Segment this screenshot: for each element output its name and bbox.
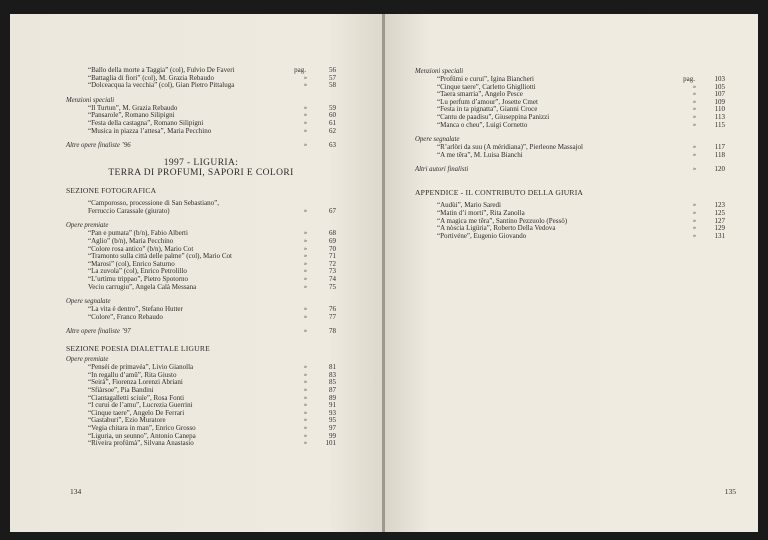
ditto-marker: » bbox=[304, 253, 307, 260]
page-ref: 110 bbox=[714, 105, 725, 114]
entry-title: “Musica in piazza l’attesa”, Maria Pecchino bbox=[88, 126, 212, 135]
ditto-marker: » bbox=[304, 74, 307, 81]
page-ref: 113 bbox=[714, 112, 725, 121]
entry-title: “Sfiàrsoe”, Pia Bandini bbox=[88, 386, 154, 395]
menzioni-label: Menzioni speciali bbox=[66, 96, 115, 104]
entry-title: “Portivéne”, Eugenio Giovando bbox=[437, 231, 527, 240]
toc-entry bbox=[66, 440, 336, 448]
page-ref: 61 bbox=[329, 118, 336, 127]
toc-entry bbox=[66, 128, 336, 136]
entry-title: “Cinque taere”, Carletto Ghiglliotti bbox=[437, 82, 536, 91]
menzioni-label: Menzioni speciali bbox=[415, 68, 464, 75]
ditto-marker: » bbox=[693, 166, 696, 173]
poesia-premiate-list bbox=[66, 364, 336, 448]
ditto-marker: » bbox=[304, 207, 307, 214]
page-ref: 77 bbox=[329, 312, 336, 321]
entry-title: “Colore rosa antico” (b/n), Mario Cot bbox=[88, 244, 194, 253]
entry-title: “Seirà”, Fiorenza Lorenzi Abriani bbox=[88, 378, 183, 387]
section-title-line-1: 1997 - LIGURIA: bbox=[163, 158, 239, 169]
entry-title: “A nòscia Ligüria”, Roberto Della Vedova bbox=[437, 224, 556, 233]
altri-autori-label: Altri autori finalisti bbox=[415, 166, 469, 174]
entry-title: “Pansarole”, Romano Silipigni bbox=[88, 111, 175, 120]
entry-title: “Liguria, un seunno”, Antonio Canepa bbox=[88, 431, 196, 440]
ditto-marker: » bbox=[304, 230, 307, 237]
altre-97-label: Altre opere finaliste ’97 bbox=[66, 328, 131, 336]
page-ref: 105 bbox=[714, 82, 725, 91]
ditto-marker: » bbox=[693, 91, 696, 98]
ditto-marker: » bbox=[304, 425, 307, 432]
ditto-marker: » bbox=[304, 306, 307, 313]
entry-title: “Lu perfum d’amour”, Josette Cmet bbox=[437, 97, 538, 106]
altri-autori-row bbox=[415, 165, 725, 174]
toc-entry bbox=[66, 284, 336, 292]
page-ref: 73 bbox=[329, 267, 336, 276]
page-ref: 63 bbox=[329, 141, 336, 150]
entry-title: “A magica me têra”, Santino Pezzuolo (Pessö) bbox=[437, 216, 568, 225]
appendice-list bbox=[415, 202, 725, 240]
page-ref: 70 bbox=[329, 244, 336, 253]
ditto-marker: pag. bbox=[294, 66, 306, 74]
entry-title: “L’urtimu trippao”, Pietro Spotorno bbox=[88, 274, 189, 283]
ditto-marker: » bbox=[693, 144, 696, 151]
entry-title: “Festa della castagna”, Romano Silipigni bbox=[88, 118, 204, 127]
ditto-marker: » bbox=[693, 98, 696, 105]
page-ref: 76 bbox=[329, 305, 336, 314]
page-ref: 131 bbox=[714, 231, 725, 240]
entry-title: “Camporosso, processione di San Sebastiano”, bbox=[88, 199, 220, 208]
ditto-marker: » bbox=[304, 275, 307, 282]
page-ref: 71 bbox=[329, 252, 336, 261]
ditto-marker: » bbox=[693, 106, 696, 113]
ditto-marker: » bbox=[304, 112, 307, 119]
entry-title: “Festa in ta pignatta”, Gianni Croce bbox=[437, 105, 538, 114]
entry-title: “Audùi”, Mario Saredi bbox=[437, 201, 501, 210]
entry-title: “Ballo della morte a Taggia” (col), Fulvio De Faveri bbox=[88, 66, 235, 74]
page-ref: 107 bbox=[714, 90, 725, 99]
ditto-marker: » bbox=[693, 151, 696, 158]
page-number: 135 bbox=[724, 487, 736, 496]
entry-title: “Matin d’i morti”, Rita Zanolla bbox=[437, 208, 525, 217]
altre-97-row bbox=[66, 327, 336, 336]
page-ref: 67 bbox=[329, 206, 336, 215]
entry-title: “La zuvola” (col), Enrico Petrolillo bbox=[88, 267, 187, 276]
right-page bbox=[385, 14, 758, 532]
ditto-marker: » bbox=[693, 121, 696, 128]
top-entries bbox=[66, 67, 336, 90]
ditto-marker: » bbox=[304, 260, 307, 267]
toc-entry bbox=[415, 233, 725, 241]
page-ref: 68 bbox=[329, 229, 336, 238]
entry-title: “Profümi e curui”, Igina Biancheri bbox=[437, 75, 534, 83]
ditto-marker: » bbox=[304, 402, 307, 409]
entry-title: Veciu carrugiu”, Angela Calà Messana bbox=[88, 282, 197, 291]
ditto-marker: » bbox=[304, 432, 307, 439]
opere-premiate-label: Opere premiate bbox=[66, 222, 109, 230]
ditto-marker: pag. bbox=[683, 75, 695, 83]
entry-title: “Aglio” (b/n), Maria Pecchino bbox=[88, 236, 174, 245]
page-number: 134 bbox=[70, 487, 82, 496]
page-ref: 69 bbox=[329, 236, 336, 245]
entry-title: Ferruccio Carassale (giurato) bbox=[88, 206, 170, 215]
page-ref: 62 bbox=[329, 126, 336, 135]
ditto-marker: » bbox=[304, 268, 307, 275]
toc-entry bbox=[66, 314, 336, 322]
toc-entry bbox=[66, 208, 336, 216]
page-ref: 87 bbox=[329, 386, 336, 395]
entry-title: “Colore”, Franco Rebaudo bbox=[88, 312, 163, 321]
entry-title: “Cinque taere”, Angelo De Ferrari bbox=[88, 408, 185, 417]
ditto-marker: » bbox=[304, 379, 307, 386]
page-ref: 97 bbox=[329, 424, 336, 433]
ditto-marker: » bbox=[304, 104, 307, 111]
page-ref: 83 bbox=[329, 370, 336, 379]
entry-title: “Pan e pumata” (b/n), Fabio Alberti bbox=[88, 229, 188, 238]
ditto-marker: » bbox=[304, 119, 307, 126]
page-ref: 58 bbox=[329, 81, 336, 90]
ditto-marker: » bbox=[304, 371, 307, 378]
ditto-marker: » bbox=[304, 394, 307, 401]
ditto-marker: » bbox=[304, 313, 307, 320]
page-ref: 95 bbox=[329, 416, 336, 425]
entry-title: “Riveira profümà”, Silvana Anastasio bbox=[88, 439, 194, 448]
ditto-marker: » bbox=[304, 440, 307, 447]
entry-title: “Ciantagalletti sciuìe”, Rosa Fonti bbox=[88, 393, 185, 402]
page-ref: 125 bbox=[714, 208, 725, 217]
entry-title: “Manca o cheu”, Luigi Cornetto bbox=[437, 120, 528, 129]
altre-96-label: Altre opere finaliste ’96 bbox=[66, 142, 131, 150]
entry-title: “Vegia chitara in man”, Enrico Grosso bbox=[88, 424, 196, 433]
page-ref: 91 bbox=[329, 401, 336, 410]
ditto-marker: » bbox=[304, 417, 307, 424]
toc-entry bbox=[66, 82, 336, 90]
page-ref: 127 bbox=[714, 216, 725, 225]
entry-title: “Marosi” (col), Enrico Saturno bbox=[88, 259, 175, 268]
ditto-marker: » bbox=[693, 217, 696, 224]
page-ref: 78 bbox=[329, 327, 336, 336]
page-ref: 74 bbox=[329, 274, 336, 283]
page-ref: 120 bbox=[714, 165, 725, 174]
ditto-marker: » bbox=[304, 409, 307, 416]
entry-title: “Tramonto sulla città delle palme” (col), Mario Cot bbox=[88, 252, 232, 261]
altre-96-row bbox=[66, 141, 336, 150]
menzioni-list bbox=[66, 105, 336, 135]
page-ref: 109 bbox=[714, 97, 725, 106]
page-ref: 118 bbox=[714, 150, 725, 159]
page-ref: 129 bbox=[714, 224, 725, 233]
entry-title: “Il Turtun”, M. Grazia Rebaudo bbox=[88, 103, 178, 112]
page-ref: 60 bbox=[329, 111, 336, 120]
section-title bbox=[66, 158, 336, 178]
entry-title: “In regallu d’amû”, Rita Giusto bbox=[88, 370, 177, 379]
entry-title: “Dolceacqua la vecchia” (col), Gian Pietro Pittaluga bbox=[88, 81, 235, 90]
ditto-marker: » bbox=[304, 283, 307, 290]
page-ref: 99 bbox=[329, 431, 336, 440]
page-ref: 115 bbox=[714, 120, 725, 129]
ditto-marker: » bbox=[304, 328, 307, 335]
entry-title: “La vita è dentro”, Stefano Hutter bbox=[88, 305, 183, 314]
poesia-premiate-label: Opere premiate bbox=[66, 356, 109, 364]
toc-entry bbox=[415, 152, 725, 160]
ditto-marker: » bbox=[693, 113, 696, 120]
section-title-line-2: TERRA DI PROFUMI, SAPORI E COLORI bbox=[108, 168, 294, 179]
entry-title: “Cantu de paadisu”, Giuseppina Panizzi bbox=[437, 112, 550, 121]
ditto-marker: » bbox=[304, 237, 307, 244]
page-ref: 117 bbox=[714, 143, 725, 152]
ditto-marker: » bbox=[304, 245, 307, 252]
page-ref: 57 bbox=[329, 73, 336, 82]
entry-title: “A me têra”, M. Luisa Bianchi bbox=[437, 150, 523, 159]
page-ref: 59 bbox=[329, 103, 336, 112]
left-toc bbox=[66, 67, 336, 448]
page-ref: 72 bbox=[329, 259, 336, 268]
ditto-marker: » bbox=[304, 82, 307, 89]
toc-entry bbox=[415, 122, 725, 130]
entry-title: “Gastaburi”, Ezio Muratore bbox=[88, 416, 166, 425]
opere-segnalate-label: Opere segnalate bbox=[415, 136, 460, 144]
appendice-heading: APPENDICE - IL CONTRIBUTO DELLA GIURIA bbox=[415, 188, 584, 198]
ditto-marker: » bbox=[693, 209, 696, 216]
entry-title: “R’arlöri da suu (A méridiana)”, Pierleone Massajol bbox=[437, 143, 583, 152]
page-ref: 81 bbox=[329, 363, 336, 372]
foto-premiate-list bbox=[66, 230, 336, 291]
ditto-marker: » bbox=[693, 202, 696, 209]
page-ref: 93 bbox=[329, 408, 336, 417]
ditto-marker: » bbox=[304, 387, 307, 394]
page-ref: 123 bbox=[714, 201, 725, 210]
entry-title: “I curui de l’amu”, Lucrezia Guerrini bbox=[88, 401, 193, 410]
entry-title: “Battaglia di fiori” (col), M. Grazia Rebaudo bbox=[88, 73, 214, 82]
segnalate-list bbox=[415, 144, 725, 159]
sezione-poesia-heading: SEZIONE POESIA DIALETTALE LIGURE bbox=[66, 344, 210, 354]
ditto-marker: » bbox=[304, 142, 307, 149]
page-ref: 56 bbox=[329, 66, 336, 74]
ditto-marker: » bbox=[693, 83, 696, 90]
foto-segnalate-list bbox=[66, 306, 336, 321]
page-ref: 103 bbox=[714, 75, 725, 83]
ditto-marker: » bbox=[304, 127, 307, 134]
page-ref: 101 bbox=[325, 439, 336, 448]
menzioni-list bbox=[415, 76, 725, 129]
sezione-fotografica-heading: SEZIONE FOTOGRAFICA bbox=[66, 186, 157, 196]
page-ref: 89 bbox=[329, 393, 336, 402]
entry-title: “Penséi de primavéa”, Livio Gianolla bbox=[88, 363, 194, 372]
ditto-marker: » bbox=[693, 232, 696, 239]
ditto-marker: » bbox=[693, 225, 696, 232]
page-ref: 85 bbox=[329, 378, 336, 387]
opere-segnalate-label: Opere segnalate bbox=[66, 298, 111, 306]
right-toc bbox=[415, 67, 725, 240]
foto-first-entries bbox=[66, 200, 336, 215]
entry-title: “Taera smarria”, Angelo Pesce bbox=[437, 90, 523, 99]
page-ref: 75 bbox=[329, 282, 336, 291]
left-page bbox=[10, 14, 383, 532]
ditto-marker: » bbox=[304, 364, 307, 371]
